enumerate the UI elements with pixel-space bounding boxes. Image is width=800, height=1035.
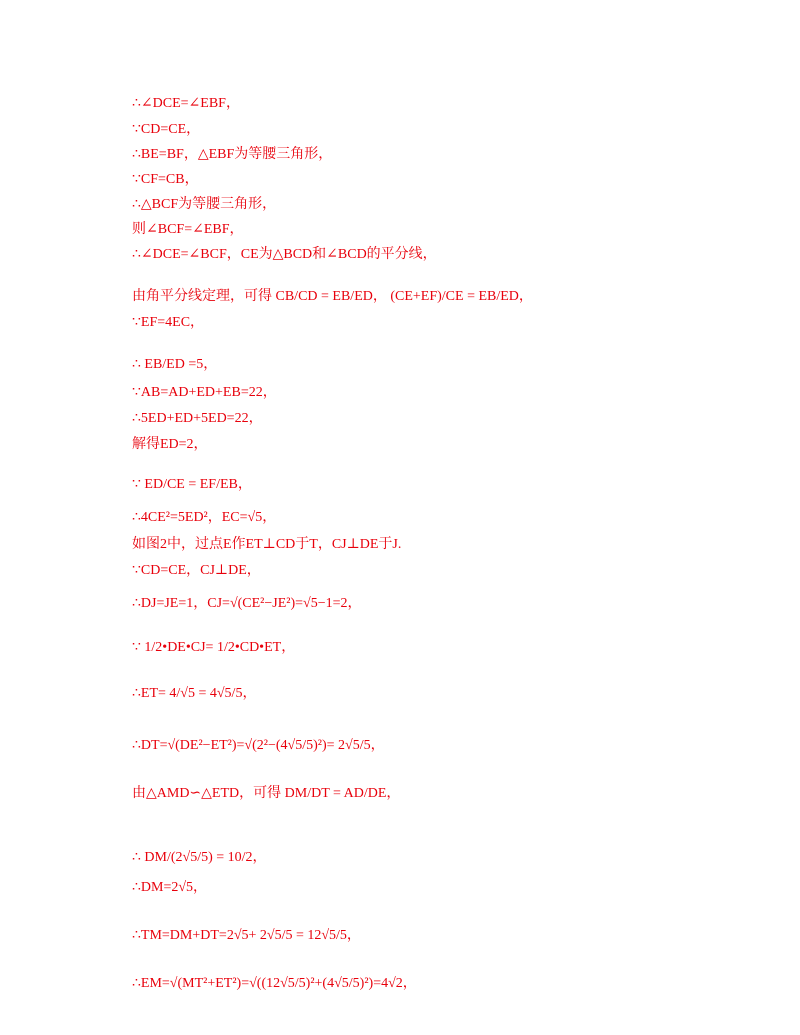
proof-line: ∴EM=√(MT²+ET²)=√((12√5/5)²+(4√5/5)²)=4√2， (132, 976, 417, 991)
proof-line: ∵ 1/2•DE•CJ= 1/2•CD•ET， (132, 640, 296, 655)
proof-line: ∴ EB/ED =5， (132, 357, 218, 372)
proof-line: ∵CF=CB， (132, 172, 199, 187)
proof-line: ∵ ED/CE = EF/EB， (132, 477, 252, 492)
proof-line: ∴DJ=JE=1，CJ=√(CE²−JE²)=√5−1=2， (132, 596, 362, 611)
proof-line: ∴ET= 4/√5 = 4√5/5， (132, 686, 257, 701)
proof-line: ∵AB=AD+ED+EB=22， (132, 385, 277, 400)
proof-line: 由角平分线定理，可得 CB/CD = EB/ED， (CE+EF)/CE = EB/ED， (132, 289, 533, 304)
proof-line: ∴∠DCE=∠EBF， (132, 96, 240, 111)
proof-line: 由△AMD∽△ETD，可得 DM/DT = AD/DE， (132, 786, 401, 801)
proof-line: ∵CD=CE， (132, 122, 201, 137)
proof-line: ∴∠DCE=∠BCF，CE为△BCD和∠BCD的平分线， (132, 247, 437, 262)
proof-line: ∴DT=√(DE²−ET²)=√(2²−(4√5/5)²)= 2√5/5， (132, 738, 385, 753)
proof-line: ∴DM=2√5， (132, 880, 208, 895)
proof-line: ∴TM=DM+DT=2√5+ 2√5/5 = 12√5/5， (132, 928, 361, 943)
proof-line: 则∠BCF=∠EBF， (132, 222, 244, 237)
proof-line: ∴△BCF为等腰三角形， (132, 197, 277, 212)
proof-line: 解得ED=2， (132, 437, 208, 452)
proof-line: ∵CD=CE，CJ⊥DE， (132, 563, 261, 578)
proof-line: ∴ DM/(2√5/5) = 10/2， (132, 850, 267, 865)
proof-line: ∴5ED+ED+5ED=22， (132, 411, 263, 426)
proof-line: ∴4CE²=5ED²，EC=√5， (132, 510, 277, 525)
proof-line: 如图2中，过点E作ET⊥CD于T，CJ⊥DE于J. (132, 537, 402, 552)
proof-line: ∴BE=BF，△EBF为等腰三角形， (132, 147, 333, 162)
proof-line: ∵EF=4EC， (132, 315, 205, 330)
